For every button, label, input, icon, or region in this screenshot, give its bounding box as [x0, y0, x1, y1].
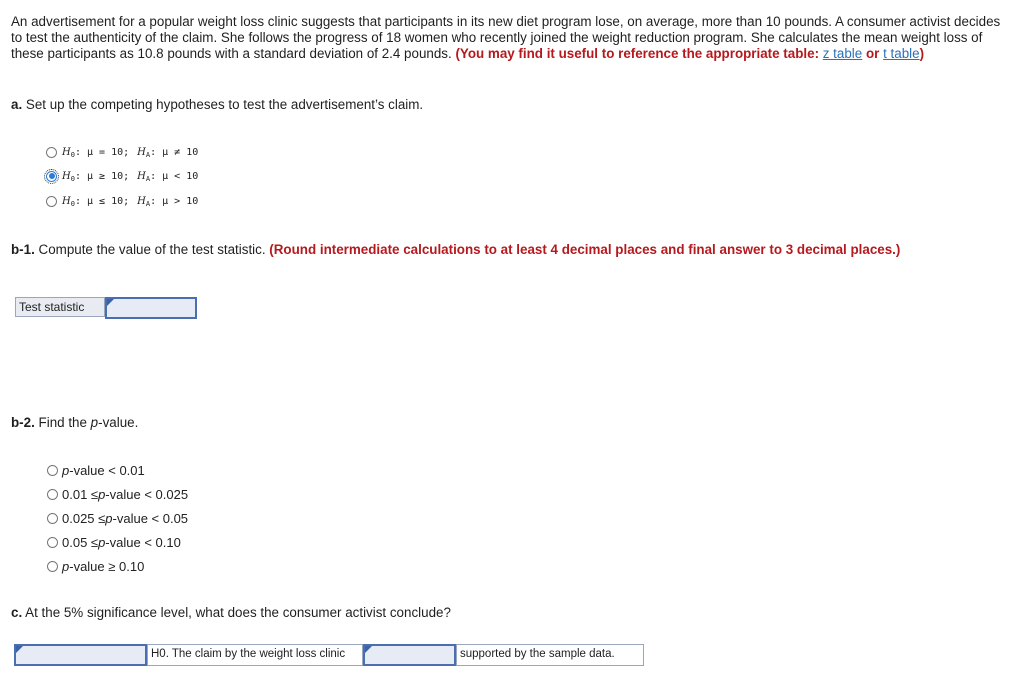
pvalue-option-2[interactable]: 0.01 ≤ p -value < 0.025 [47, 485, 188, 503]
test-statistic-label: Test statistic [15, 297, 105, 317]
hypothesis-option-1[interactable]: H 0 : μ = 10; H A : μ ≠ 10 [46, 143, 198, 161]
table-hint: (You may find it useful to reference the appropriate table: z table or t table) [455, 46, 925, 61]
pvalue-option-4[interactable]: 0.05 ≤ p -value < 0.10 [47, 533, 181, 551]
t-table-link[interactable]: t table [883, 46, 920, 61]
hypothesis-option-2[interactable]: H 0 : μ ≥ 10; H A : μ < 10 [46, 167, 198, 185]
dropdown-marker-icon [16, 646, 23, 653]
conclusion-dropdown-1[interactable] [14, 644, 147, 666]
problem-text: An advertisement for a popular weight loss clinic suggests that participants in its new diet program lose, on average, more than 10 pounds. A consumer activist decides to test the authenticity of the claim. She follows the progress of 18 women who recently joined the weight reduction program. She calculates the mean weight loss of these participants as 10.8 pounds with a standard deviation of 2.4 pounds. [11, 14, 1001, 61]
hypothesis-option-3[interactable]: H 0 : μ ≤ 10; H A : μ > 10 [46, 192, 198, 210]
part-b2-title: b-2. Find the p-value. [11, 415, 139, 430]
part-a-title: a. Set up the competing hypotheses to test the advertisement’s claim. [11, 97, 424, 112]
radio-button[interactable] [46, 147, 57, 158]
z-table-link[interactable]: z table [822, 46, 863, 61]
problem-statement [11, 14, 1001, 62]
radio-button[interactable] [47, 489, 58, 500]
radio-button[interactable] [46, 196, 57, 207]
conclusion-dropdown-2[interactable] [363, 644, 456, 666]
radio-button-selected[interactable] [46, 171, 57, 182]
conclusion-text-1: H0. The claim by the weight loss clinic [147, 644, 363, 666]
pvalue-option-5[interactable]: p -value ≥ 0.10 [47, 557, 144, 575]
part-b1-title: b-1. Compute the value of the test statistic. (Round intermediate calculations to at least 4 decimal places and final answer to 3 decimal places.) [11, 242, 901, 257]
radio-button[interactable] [47, 513, 58, 524]
radio-button[interactable] [47, 561, 58, 572]
test-statistic-input[interactable] [105, 297, 197, 319]
radio-button[interactable] [47, 537, 58, 548]
part-c-title: c. At the 5% significance level, what does the consumer activist conclude? [11, 605, 451, 620]
pvalue-option-1[interactable]: p -value < 0.01 [47, 461, 145, 479]
input-marker-icon [107, 299, 114, 306]
pvalue-option-3[interactable]: 0.025 ≤ p -value < 0.05 [47, 509, 188, 527]
radio-button[interactable] [47, 465, 58, 476]
conclusion-text-2: supported by the sample data. [456, 644, 644, 666]
dropdown-marker-icon [365, 646, 372, 653]
